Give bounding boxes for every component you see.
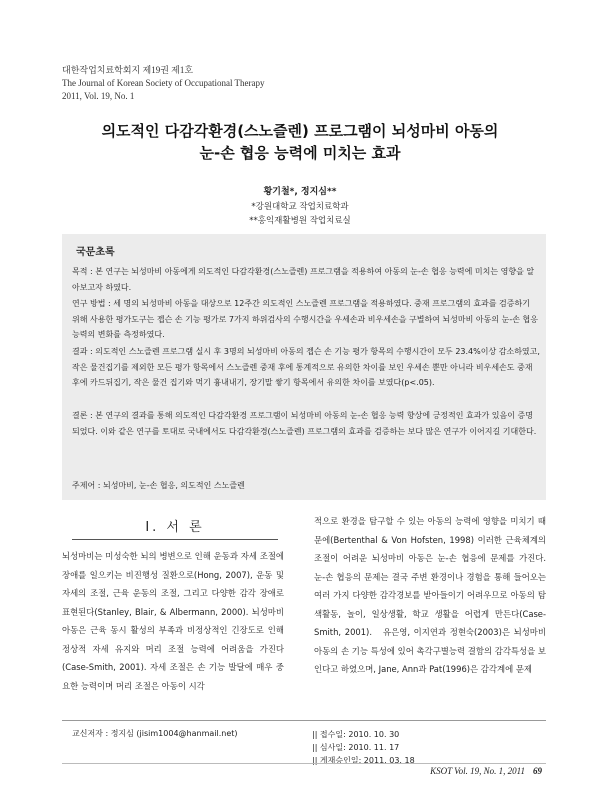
method-text: 세 명의 뇌성마비 아동을 대상으로 12주간 의도적인 스노즐렌 프로그램을 적용하였다. 중재 프로그램의 효과를 검증하기 위해 사용한 평가도구는 젭슨 손 기능 평가로 7가지 하위검사의 수행시간을 우세손과 비우세손을 구별하여 뇌성마비 아동의 눈-손 협응 능력의 변화를 측정하였다.: [72, 299, 538, 340]
affiliation-2: **홍익재활병원 작업치료실: [249, 216, 351, 226]
keywords-text: 뇌성마비, 눈-손 협응, 의도적인 스노즐렌: [102, 481, 245, 490]
journal-korean-name: 대한작업치료학회지 제19권 제1호: [62, 65, 194, 75]
page-number: 69: [533, 766, 542, 776]
abstract-conclusion: [72, 408, 540, 439]
page-footer: [430, 766, 542, 776]
footer-divider: [62, 763, 546, 764]
title-line-2: 눈-손 협응 능력에 미치는 효과: [199, 144, 401, 162]
journal-english-name: The Journal of Korean Society of Occupational Therapy: [62, 78, 265, 88]
body-right-column: 적으로 환경을 탐구할 수 있는 아동의 능력에 영향을 미치기 때문에(Bertenthal & Von Hofsten, 1998) 이러한 근육체계의 조절이 어려운 뇌성마비 아동은 눈-손 협응에 문제를 가진다. 눈-손 협응의 문제는 결국 주변 환경이나 경험을 통해 들어오는 여러 가지 다양한 감각경보를 받아들이기 어려우므로 아동의 탐색활동, 놀이, 일상생활, 학교 생활을 어렵게 만든다(Case-Smith, 2001). 유은영, 이지연과 정현숙(2003)은 뇌성마비 아동의 손 기능 특성에 있어 촉각구별능력 결함의 감각특성을 보인다고 하였으며, Jane, Ann과 Pat(1996)은 감각계에 문제: [314, 516, 546, 674]
keywords-label: 주제어 :: [72, 481, 101, 490]
footnote-divider: [62, 720, 546, 721]
abstract-keywords: [72, 480, 245, 491]
submission-dates: [312, 728, 415, 767]
received-date: || 접수일: 2010. 10. 30: [312, 730, 400, 739]
section-heading-introduction: Ⅰ. 서 론: [145, 520, 205, 535]
abstract-result: [72, 344, 540, 391]
abstract-heading: 국문초록: [76, 247, 115, 258]
abstract-method: [72, 296, 540, 343]
footer-journal: KSOT Vol. 19, No. 1, 2011: [430, 766, 525, 776]
abstract-purpose: [72, 264, 540, 295]
conclusion-label: 결론 :: [72, 411, 93, 420]
section-divider: [72, 539, 278, 540]
title-line-1: 의도적인 다감각환경(스노즐렌) 프로그램이 뇌성마비 아동의: [101, 122, 499, 140]
result-label: 결과 :: [72, 347, 93, 356]
purpose-label: 목적 :: [72, 267, 93, 276]
method-label: 연구 방법 :: [72, 299, 111, 308]
purpose-text: 본 연구는 뇌성마비 아동에게 의도적인 다감각환경(스노즐렌) 프로그램을 적용하여 아동의 눈-손 협응 능력에 미치는 영향을 알아보고자 하였다.: [72, 267, 535, 292]
reviewed-date: || 심사일: 2010. 11. 17: [312, 743, 400, 752]
corresponding-author: 교신저자 : 정지심 (jisim1004@hanmail.net): [72, 729, 238, 738]
paper-title: [0, 120, 600, 164]
accepted-date: || 게재승인일: 2011. 03. 18: [312, 756, 415, 765]
journal-volume: 2011, Vol. 19, No. 1: [62, 91, 135, 101]
journal-header: [62, 64, 265, 103]
body-left-column: 뇌성마비는 미성숙한 뇌의 병변으로 인해 운동과 자세 조절에 장애를 일으키는 비진행성 질환으로(Hong, 2007), 운동 및 자세의 조절, 근육 운동의 조절, 그리고 다양한 감각 장애로 표현된다(Stanley, Blair, & Albermann, 2000). 뇌성마비 아동은 근육 동시 활성의 부족과 비정상적인 긴장도로 인해 정상적 자세 유지와 머리 조절 능력에 어려움을 가진다(Case-Smith, 2001). 자세 조절은 손 기능 발달에 매우 중요한 능력이며 머리 조절은 아동이 시각: [62, 551, 284, 691]
affiliation-1: *강원대학교 작업치료학과: [251, 202, 349, 212]
result-text: 의도적인 스노즐렌 프로그램 실시 후 3명의 뇌성마비 아동의 젭슨 손 기능 평가 항목의 수행시간이 모두 23.4%이상 감소하였고, 작은 물건집기를 제외한 모든 평가 항목에서 스노즐렌 중재 후에 통계적으로 유의한 차이를 보인 우세손 뿐만 아니라 비우세손도 중재 후에 카드뒤집기, 작은 물건 집기와 먹기 흉내내기, 장기말 쌓기 항목에서 유의한 차이를 보였다(p<.05).: [72, 347, 540, 388]
conclusion-text: 본 연구의 결과를 통해 의도적인 다감각환경 프로그램이 뇌성마비 아동의 눈-손 협응 능력 향상에 긍정적인 효과가 있음이 증명되었다. 이와 같은 연구를 토대로 국내에서도 다감각환경(스노즐렌) 프로그램의 효과를 검증하는 보다 많은 연구가 이어지길 기대한다.: [72, 411, 537, 436]
author-names: 황기철*, 정지심**: [263, 187, 337, 197]
